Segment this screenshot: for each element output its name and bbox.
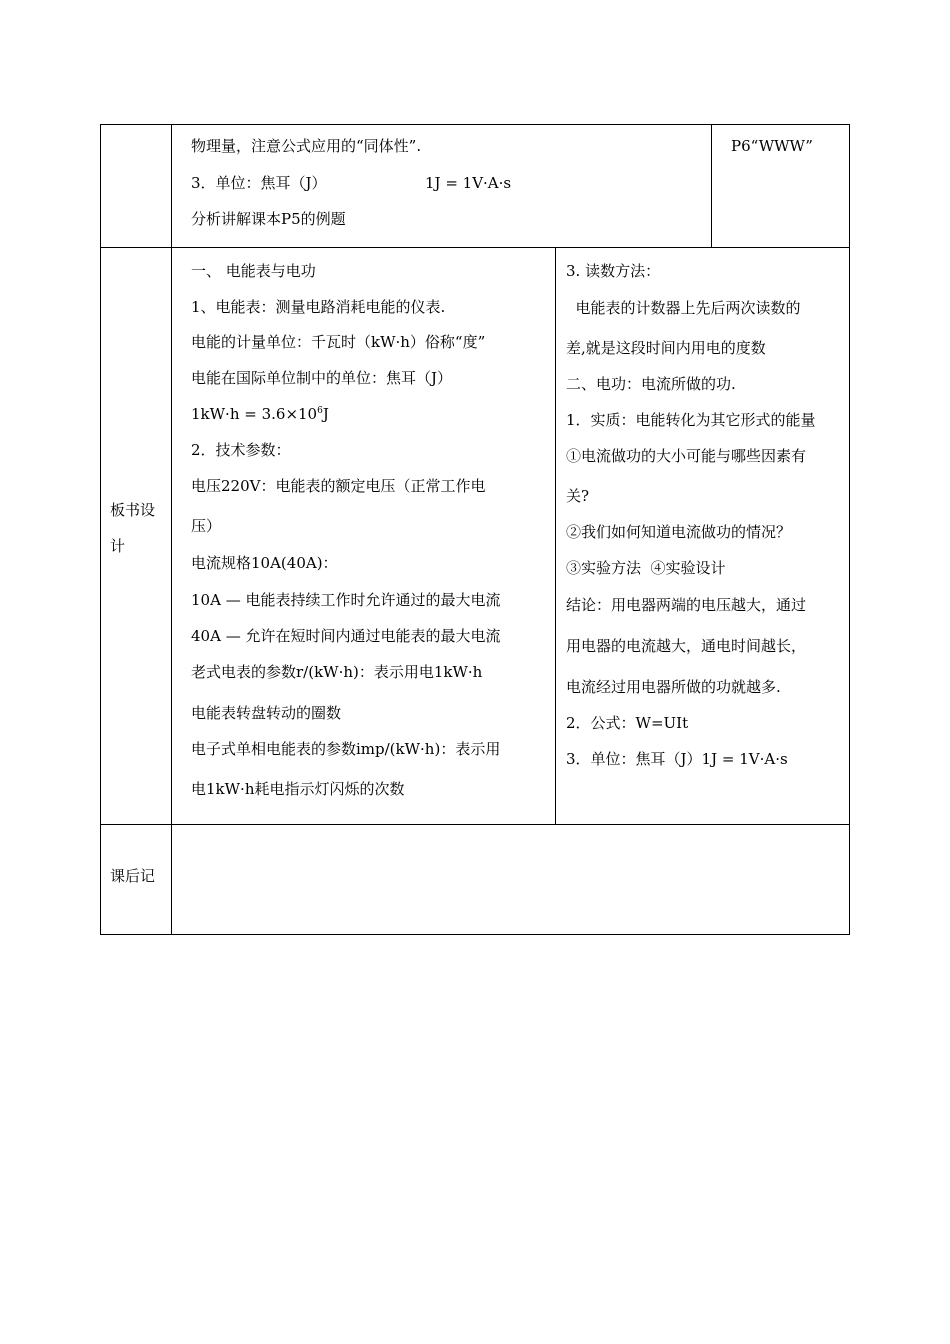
right-line-4: 二、电功：电流所做的功. [566,375,736,393]
left-line-2: 电能的计量单位：千瓦时（kW·h）俗称“度” [191,333,486,351]
left-line-14: 电1kW·h耗电指示灯闪烁的次数 [191,780,405,798]
right-line-5: 1．实质：电能转化为其它形式的能量 [566,411,816,429]
row1-line-1: 物理量，注意公式应用的“同体性”. [191,137,422,155]
label-column-divider [171,124,172,935]
left-line-9: 10A — 电能表持续工作时允许通过的最大电流 [191,591,501,609]
board-design-label-line1: 板书设 [110,501,156,519]
right-line-11: 用电器的电流越大，通电时间越长， [566,637,807,655]
right-line-10: 结论：用电器两端的电压越大，通过 [566,596,807,614]
board-design-label-line2: 计 [110,537,126,555]
row1-note: P6“WWW” [731,137,813,155]
left-heading: 一、 电能表与电功 [191,262,316,280]
kwh-exponent: 6 [317,406,323,416]
left-line-1: 1、电能表：测量电路消耗电能的仪表. [191,298,446,316]
right-line-13: 2．公式：W=UIt [566,714,689,732]
left-line-3: 电能在国际单位制中的单位：焦耳（J） [191,369,453,387]
row-divider-1 [100,247,850,248]
right-line-8: ②我们如何知道电流做功的情况？ [566,523,792,541]
left-line-7: 压） [191,517,222,535]
row-divider-2 [100,824,850,825]
right-line-7: 关? [566,487,590,505]
right-line-2: 电能表的计数器上先后两次读数的 [566,299,801,317]
kwh-equation: 1kW·h = 3.6×10 [191,405,318,423]
left-line-4 [191,404,329,424]
right-line-9: ③实验方法 ④实验设计 [566,559,726,577]
content-column-divider [555,247,556,824]
after-class-notes-label: 课后记 [110,867,156,885]
kwh-unit: J [322,405,329,423]
board-design-label [110,498,166,558]
right-line-1: 3. 读数方法： [566,262,661,280]
right-line-6: ①电流做功的大小可能与哪些因素有 [566,447,807,465]
right-line-14: 3．单位：焦耳（J）1J = 1V·A·s [566,750,788,768]
left-line-11: 老式电表的参数r/(kW·h)：表示用电1kW·h [191,663,483,681]
left-line-5: 2．技术参数： [191,441,291,459]
left-line-8: 电流规格10A(40A)： [191,554,338,572]
row1-formula: 1J = 1V·A·s [425,174,512,192]
right-line-12: 电流经过用电器所做的功就越多. [566,678,781,696]
row1-line-3: 分析讲解课本P5的例题 [191,210,346,228]
right-line-3: 差,就是这段时间内用电的度数 [566,339,766,357]
note-column-divider [711,124,712,247]
left-line-12: 电能表转盘转动的圈数 [191,704,342,722]
row1-line-2: 3．单位：焦耳（J） [191,174,327,192]
left-line-10: 40A — 允许在短时间内通过电能表的最大电流 [191,627,501,645]
left-line-6: 电压220V：电能表的额定电压（正常工作电 [191,477,486,495]
left-line-13: 电子式单相电能表的参数imp/(kW·h)：表示用 [191,740,501,758]
